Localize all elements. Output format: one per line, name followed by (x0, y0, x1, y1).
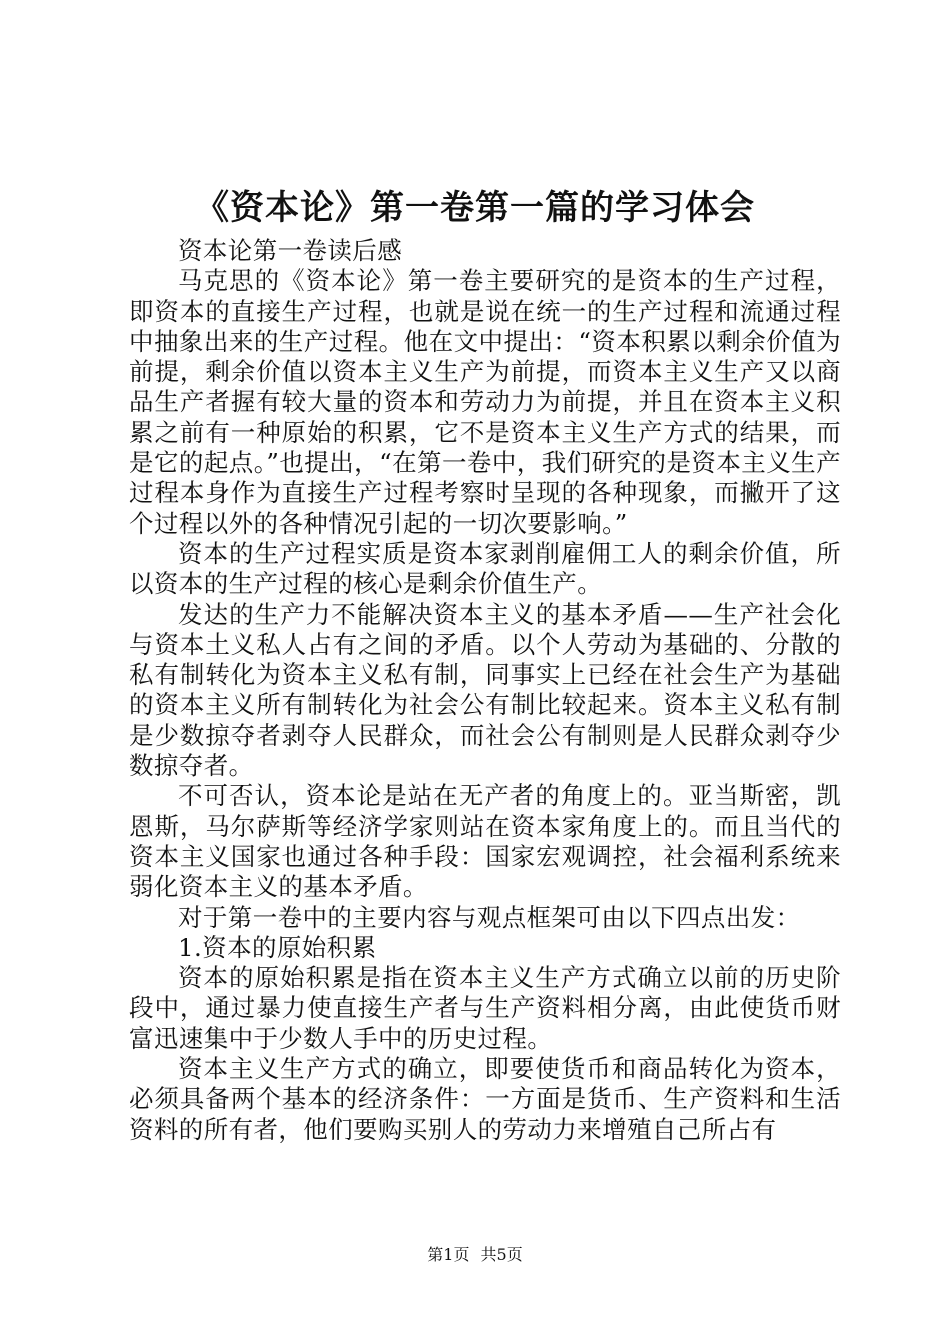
paragraph: 发达的生产力不能解决资本主义的基本矛盾——生产社会化与资本土义私人占有之间的矛盾。以个人劳动为基础的、分散的私有制转化为资本主义私有制，同事实上已经在社会生产为基础的资本主义所有制转化为社会公有制比较起来。资本主义私有制是少数掠夺者剥夺人民群众，而社会公有制则是人民群众剥夺少数掠夺者。 (129, 599, 841, 781)
paragraph: 对于第一卷中的主要内容与观点框架可由以下四点出发： (178, 902, 801, 932)
paragraph: 资本的生产过程实质是资本家剥削雇佣工人的剩余价值，所以资本的生产过程的核心是剩余价值生产。 (129, 538, 841, 599)
paragraph: 不可否认，资本论是站在无产者的角度上的。亚当斯密，凯恩斯，马尔萨斯等经济学家则站在资本家角度上的。而且当代的资本主义国家也通过各种手段：国家宏观调控，社会福利系统来弱化资本主义的基本矛盾。 (129, 781, 841, 902)
paragraph: 资本主义生产方式的确立，即要使货币和商品转化为资本，必须具备两个基本的经济条件：一方面是货币、生产资料和生活资料的所有者，他们要购买别人的劳动力来增殖自己所占有 (129, 1054, 841, 1144)
paragraph: 资本的原始积累是指在资本主义生产方式确立以前的历史阶段中，通过暴力使直接生产者与生产资料相分离，由此使货币财富迅速集中于少数人手中的历史过程。 (129, 963, 841, 1053)
section-heading: 1.资本的原始积累 (178, 932, 377, 962)
page-total: 共5页 (480, 1245, 523, 1264)
page-number: 第1页 (427, 1245, 470, 1264)
page-footer (0, 1244, 950, 1266)
paragraph-subtitle: 资本论第一卷读后感 (178, 236, 403, 265)
paragraph: 马克思的《资本论》第一卷主要研究的是资本的生产过程，即资本的直接生产过程，也就是说在统一的生产过程和流通过程中抽象出来的生产过程。他在文中提出：“资本积累以剩余价值为前提，剩余价值以资本主义生产为前提，而资本主义生产又以商品生产者握有较大量的资本和劳动力为前提，并且在资本主义积累之前有一种原始的积累，它不是资本主义生产方式的结果，而是它的起点。”也提出，“在第一卷中，我们研究的是资本主义生产过程本身作为直接生产过程考察时呈现的各种现象，而撇开了这个过程以外的各种情况引起的一切次要影响。” (129, 266, 841, 538)
document-body (129, 236, 841, 1145)
document-title: 《资本论》第一卷第一篇的学习体会 (195, 188, 755, 228)
